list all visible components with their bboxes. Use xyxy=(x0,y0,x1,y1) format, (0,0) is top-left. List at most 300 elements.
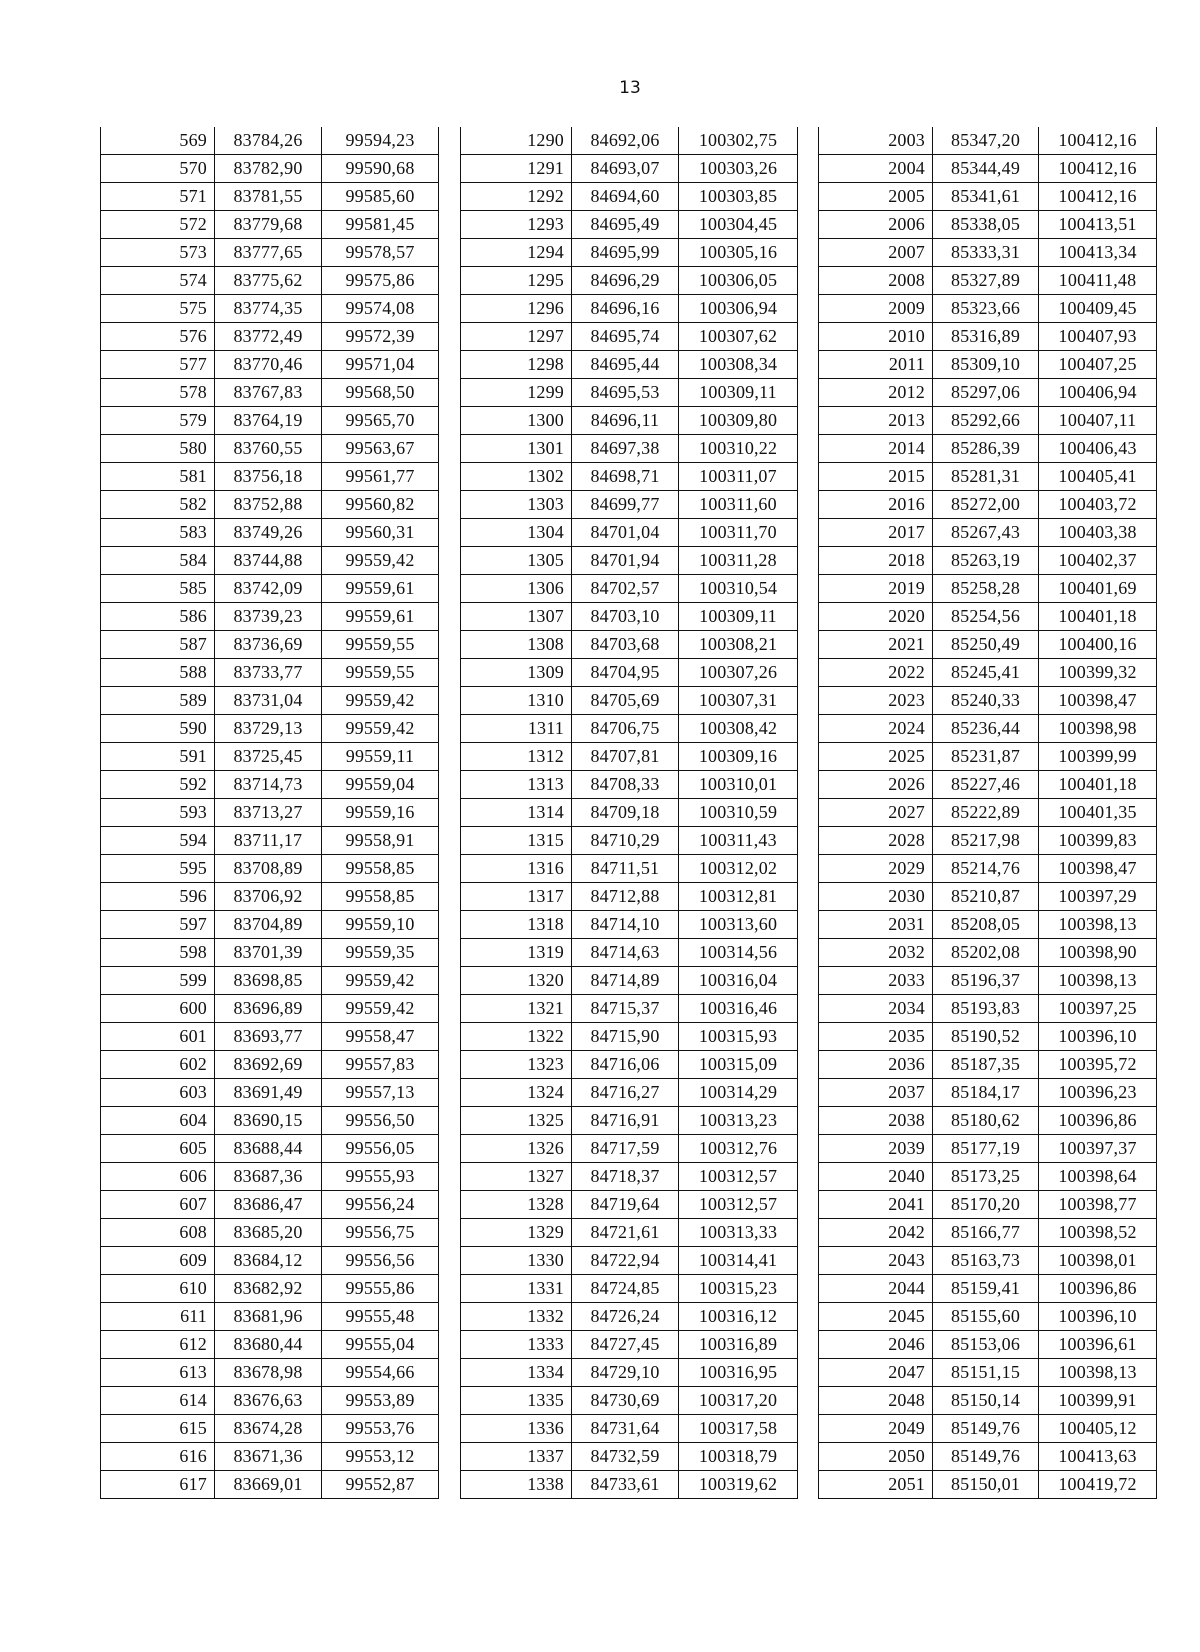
table-row xyxy=(101,463,439,491)
point-number-cell: 1324 xyxy=(461,1079,572,1107)
y-coordinate-cell: 99558,91 xyxy=(322,827,439,855)
y-coordinate-cell: 100319,62 xyxy=(679,1471,798,1499)
x-coordinate-cell: 84705,69 xyxy=(572,687,679,715)
point-number-cell: 586 xyxy=(101,603,215,631)
y-coordinate-cell: 99559,16 xyxy=(322,799,439,827)
table-row xyxy=(101,1023,439,1051)
point-number-cell: 581 xyxy=(101,463,215,491)
y-coordinate-cell: 100310,01 xyxy=(679,771,798,799)
y-coordinate-cell: 99555,93 xyxy=(322,1163,439,1191)
x-coordinate-cell: 85227,46 xyxy=(933,771,1039,799)
y-coordinate-cell: 100412,16 xyxy=(1039,127,1157,155)
x-coordinate-cell: 85214,76 xyxy=(933,855,1039,883)
y-coordinate-cell: 100396,10 xyxy=(1039,1303,1157,1331)
x-coordinate-cell: 83775,62 xyxy=(215,267,322,295)
point-number-cell: 1327 xyxy=(461,1163,572,1191)
x-coordinate-cell: 83764,19 xyxy=(215,407,322,435)
point-number-cell: 1303 xyxy=(461,491,572,519)
point-number-cell: 576 xyxy=(101,323,215,351)
x-coordinate-cell: 83725,45 xyxy=(215,743,322,771)
x-coordinate-cell: 83760,55 xyxy=(215,435,322,463)
x-coordinate-cell: 85344,49 xyxy=(933,155,1039,183)
x-coordinate-cell: 85153,06 xyxy=(933,1331,1039,1359)
table-row xyxy=(101,771,439,799)
point-number-cell: 1312 xyxy=(461,743,572,771)
point-number-cell: 1320 xyxy=(461,967,572,995)
point-number-cell: 1328 xyxy=(461,1191,572,1219)
x-coordinate-cell: 85258,28 xyxy=(933,575,1039,603)
point-number-cell: 613 xyxy=(101,1359,215,1387)
y-coordinate-cell: 100399,83 xyxy=(1039,827,1157,855)
point-number-cell: 1295 xyxy=(461,267,572,295)
y-coordinate-cell: 100308,34 xyxy=(679,351,798,379)
table-row xyxy=(101,351,439,379)
x-coordinate-cell: 84711,51 xyxy=(572,855,679,883)
table-row xyxy=(819,1471,1157,1499)
point-number-cell: 615 xyxy=(101,1415,215,1443)
x-coordinate-cell: 85222,89 xyxy=(933,799,1039,827)
y-coordinate-cell: 100314,29 xyxy=(679,1079,798,1107)
x-coordinate-cell: 85210,87 xyxy=(933,883,1039,911)
table-row xyxy=(819,155,1157,183)
y-coordinate-cell: 99590,68 xyxy=(322,155,439,183)
point-number-cell: 601 xyxy=(101,1023,215,1051)
y-coordinate-cell: 100318,79 xyxy=(679,1443,798,1471)
table-row xyxy=(101,267,439,295)
y-coordinate-cell: 100311,07 xyxy=(679,463,798,491)
point-number-cell: 587 xyxy=(101,631,215,659)
x-coordinate-cell: 83687,36 xyxy=(215,1163,322,1191)
table-row xyxy=(461,491,798,519)
point-number-cell: 1293 xyxy=(461,211,572,239)
x-coordinate-cell: 84714,63 xyxy=(572,939,679,967)
point-number-cell: 1304 xyxy=(461,519,572,547)
y-coordinate-cell: 100399,99 xyxy=(1039,743,1157,771)
x-coordinate-cell: 85163,73 xyxy=(933,1247,1039,1275)
point-number-cell: 1326 xyxy=(461,1135,572,1163)
point-number-cell: 1301 xyxy=(461,435,572,463)
x-coordinate-cell: 83742,09 xyxy=(215,575,322,603)
x-coordinate-cell: 85208,05 xyxy=(933,911,1039,939)
point-number-cell: 608 xyxy=(101,1219,215,1247)
table-row xyxy=(819,1331,1157,1359)
table-row xyxy=(101,1331,439,1359)
point-number-cell: 2033 xyxy=(819,967,933,995)
table-row xyxy=(819,883,1157,911)
y-coordinate-cell: 99559,11 xyxy=(322,743,439,771)
y-coordinate-cell: 100305,16 xyxy=(679,239,798,267)
x-coordinate-cell: 85155,60 xyxy=(933,1303,1039,1331)
table-row xyxy=(461,1359,798,1387)
x-coordinate-cell: 84692,06 xyxy=(572,127,679,155)
point-number-cell: 572 xyxy=(101,211,215,239)
table-row xyxy=(819,463,1157,491)
y-coordinate-cell: 100313,23 xyxy=(679,1107,798,1135)
point-number-cell: 1317 xyxy=(461,883,572,911)
y-coordinate-cell: 100306,05 xyxy=(679,267,798,295)
x-coordinate-cell: 85327,89 xyxy=(933,267,1039,295)
table-row xyxy=(819,1247,1157,1275)
point-number-cell: 2051 xyxy=(819,1471,933,1499)
x-coordinate-cell: 84719,64 xyxy=(572,1191,679,1219)
y-coordinate-cell: 100407,93 xyxy=(1039,323,1157,351)
x-coordinate-cell: 85193,83 xyxy=(933,995,1039,1023)
x-coordinate-cell: 84696,11 xyxy=(572,407,679,435)
table-row xyxy=(819,547,1157,575)
table-row xyxy=(461,1331,798,1359)
point-number-cell: 2045 xyxy=(819,1303,933,1331)
table-row xyxy=(819,995,1157,1023)
y-coordinate-cell: 100311,43 xyxy=(679,827,798,855)
point-number-cell: 1294 xyxy=(461,239,572,267)
table-row xyxy=(819,1359,1157,1387)
point-number-cell: 614 xyxy=(101,1387,215,1415)
y-coordinate-cell: 100400,16 xyxy=(1039,631,1157,659)
coordinates-table-right xyxy=(818,127,1157,1499)
table-row xyxy=(461,267,798,295)
point-number-cell: 1336 xyxy=(461,1415,572,1443)
y-coordinate-cell: 100315,09 xyxy=(679,1051,798,1079)
table-row xyxy=(819,1303,1157,1331)
table-row xyxy=(819,575,1157,603)
table-row xyxy=(101,883,439,911)
x-coordinate-cell: 84709,18 xyxy=(572,799,679,827)
y-coordinate-cell: 99581,45 xyxy=(322,211,439,239)
table-row xyxy=(101,1079,439,1107)
y-coordinate-cell: 100403,72 xyxy=(1039,491,1157,519)
y-coordinate-cell: 100307,26 xyxy=(679,659,798,687)
y-coordinate-cell: 99558,85 xyxy=(322,883,439,911)
x-coordinate-cell: 85177,19 xyxy=(933,1135,1039,1163)
table-row xyxy=(461,547,798,575)
x-coordinate-cell: 83693,77 xyxy=(215,1023,322,1051)
point-number-cell: 2006 xyxy=(819,211,933,239)
y-coordinate-cell: 100407,25 xyxy=(1039,351,1157,379)
table-row xyxy=(101,1247,439,1275)
point-number-cell: 2047 xyxy=(819,1359,933,1387)
y-coordinate-cell: 99559,42 xyxy=(322,687,439,715)
y-coordinate-cell: 100398,98 xyxy=(1039,715,1157,743)
point-number-cell: 1307 xyxy=(461,603,572,631)
x-coordinate-cell: 83731,04 xyxy=(215,687,322,715)
x-coordinate-cell: 85231,87 xyxy=(933,743,1039,771)
point-number-cell: 2041 xyxy=(819,1191,933,1219)
point-number-cell: 1314 xyxy=(461,799,572,827)
y-coordinate-cell: 100412,16 xyxy=(1039,155,1157,183)
x-coordinate-cell: 85151,15 xyxy=(933,1359,1039,1387)
x-coordinate-cell: 84695,99 xyxy=(572,239,679,267)
x-coordinate-cell: 83685,20 xyxy=(215,1219,322,1247)
x-coordinate-cell: 84726,24 xyxy=(572,1303,679,1331)
y-coordinate-cell: 99565,70 xyxy=(322,407,439,435)
y-coordinate-cell: 100310,22 xyxy=(679,435,798,463)
point-number-cell: 2024 xyxy=(819,715,933,743)
table-row xyxy=(461,883,798,911)
point-number-cell: 2037 xyxy=(819,1079,933,1107)
table-row xyxy=(101,715,439,743)
point-number-cell: 1330 xyxy=(461,1247,572,1275)
point-number-cell: 1325 xyxy=(461,1107,572,1135)
y-coordinate-cell: 99560,31 xyxy=(322,519,439,547)
point-number-cell: 2050 xyxy=(819,1443,933,1471)
y-coordinate-cell: 100397,25 xyxy=(1039,995,1157,1023)
point-number-cell: 600 xyxy=(101,995,215,1023)
point-number-cell: 2014 xyxy=(819,435,933,463)
table-row xyxy=(819,1387,1157,1415)
table-row xyxy=(819,239,1157,267)
point-number-cell: 2017 xyxy=(819,519,933,547)
y-coordinate-cell: 100314,56 xyxy=(679,939,798,967)
y-coordinate-cell: 100413,51 xyxy=(1039,211,1157,239)
point-number-cell: 2015 xyxy=(819,463,933,491)
table-row xyxy=(819,631,1157,659)
y-coordinate-cell: 99557,13 xyxy=(322,1079,439,1107)
y-coordinate-cell: 100304,45 xyxy=(679,211,798,239)
table-row xyxy=(819,407,1157,435)
table-row xyxy=(461,995,798,1023)
x-coordinate-cell: 85286,39 xyxy=(933,435,1039,463)
table-row xyxy=(101,491,439,519)
point-number-cell: 2025 xyxy=(819,743,933,771)
table-row xyxy=(819,855,1157,883)
point-number-cell: 1305 xyxy=(461,547,572,575)
point-number-cell: 2040 xyxy=(819,1163,933,1191)
x-coordinate-cell: 84703,68 xyxy=(572,631,679,659)
point-number-cell: 2046 xyxy=(819,1331,933,1359)
x-coordinate-cell: 85292,66 xyxy=(933,407,1039,435)
table-row xyxy=(461,939,798,967)
point-number-cell: 1300 xyxy=(461,407,572,435)
point-number-cell: 2021 xyxy=(819,631,933,659)
x-coordinate-cell: 84716,27 xyxy=(572,1079,679,1107)
y-coordinate-cell: 100302,75 xyxy=(679,127,798,155)
x-coordinate-cell: 85267,43 xyxy=(933,519,1039,547)
y-coordinate-cell: 100398,90 xyxy=(1039,939,1157,967)
point-number-cell: 2010 xyxy=(819,323,933,351)
point-number-cell: 594 xyxy=(101,827,215,855)
point-number-cell: 2013 xyxy=(819,407,933,435)
table-row xyxy=(461,379,798,407)
point-number-cell: 609 xyxy=(101,1247,215,1275)
table-row xyxy=(101,687,439,715)
table-row xyxy=(101,407,439,435)
point-number-cell: 2011 xyxy=(819,351,933,379)
y-coordinate-cell: 100413,34 xyxy=(1039,239,1157,267)
y-coordinate-cell: 100309,16 xyxy=(679,743,798,771)
x-coordinate-cell: 84712,88 xyxy=(572,883,679,911)
x-coordinate-cell: 85272,00 xyxy=(933,491,1039,519)
x-coordinate-cell: 83782,90 xyxy=(215,155,322,183)
y-coordinate-cell: 100397,37 xyxy=(1039,1135,1157,1163)
table-row xyxy=(101,911,439,939)
y-coordinate-cell: 100401,18 xyxy=(1039,771,1157,799)
point-number-cell: 1319 xyxy=(461,939,572,967)
point-number-cell: 1298 xyxy=(461,351,572,379)
point-number-cell: 1302 xyxy=(461,463,572,491)
x-coordinate-cell: 85166,77 xyxy=(933,1219,1039,1247)
point-number-cell: 598 xyxy=(101,939,215,967)
x-coordinate-cell: 85250,49 xyxy=(933,631,1039,659)
x-coordinate-cell: 85263,19 xyxy=(933,547,1039,575)
table-row xyxy=(461,323,798,351)
x-coordinate-cell: 84697,38 xyxy=(572,435,679,463)
x-coordinate-cell: 85347,20 xyxy=(933,127,1039,155)
point-number-cell: 2038 xyxy=(819,1107,933,1135)
table-row xyxy=(819,659,1157,687)
y-coordinate-cell: 99555,48 xyxy=(322,1303,439,1331)
x-coordinate-cell: 83678,98 xyxy=(215,1359,322,1387)
point-number-cell: 1334 xyxy=(461,1359,572,1387)
point-number-cell: 1292 xyxy=(461,183,572,211)
point-number-cell: 1315 xyxy=(461,827,572,855)
y-coordinate-cell: 100311,60 xyxy=(679,491,798,519)
y-coordinate-cell: 100308,21 xyxy=(679,631,798,659)
table-row xyxy=(819,939,1157,967)
point-number-cell: 610 xyxy=(101,1275,215,1303)
point-number-cell: 2034 xyxy=(819,995,933,1023)
table-row xyxy=(101,799,439,827)
x-coordinate-cell: 85196,37 xyxy=(933,967,1039,995)
table-row xyxy=(461,519,798,547)
y-coordinate-cell: 100311,70 xyxy=(679,519,798,547)
y-coordinate-cell: 99555,86 xyxy=(322,1275,439,1303)
y-coordinate-cell: 99558,47 xyxy=(322,1023,439,1051)
y-coordinate-cell: 99558,85 xyxy=(322,855,439,883)
x-coordinate-cell: 85170,20 xyxy=(933,1191,1039,1219)
point-number-cell: 592 xyxy=(101,771,215,799)
y-coordinate-cell: 99571,04 xyxy=(322,351,439,379)
table-row xyxy=(101,939,439,967)
table-row xyxy=(101,659,439,687)
table-row xyxy=(461,1107,798,1135)
table-row xyxy=(461,1471,798,1499)
table-row xyxy=(101,323,439,351)
point-number-cell: 2026 xyxy=(819,771,933,799)
point-number-cell: 611 xyxy=(101,1303,215,1331)
y-coordinate-cell: 100398,13 xyxy=(1039,967,1157,995)
table-row xyxy=(461,155,798,183)
table-row xyxy=(461,127,798,155)
table-row xyxy=(461,1051,798,1079)
point-number-cell: 1323 xyxy=(461,1051,572,1079)
table-row xyxy=(101,211,439,239)
x-coordinate-cell: 85281,31 xyxy=(933,463,1039,491)
x-coordinate-cell: 83680,44 xyxy=(215,1331,322,1359)
table-row xyxy=(819,295,1157,323)
y-coordinate-cell: 100316,89 xyxy=(679,1331,798,1359)
point-number-cell: 573 xyxy=(101,239,215,267)
y-coordinate-cell: 100316,12 xyxy=(679,1303,798,1331)
x-coordinate-cell: 85149,76 xyxy=(933,1415,1039,1443)
table-row xyxy=(819,127,1157,155)
table-row xyxy=(101,1471,439,1499)
table-row xyxy=(819,1023,1157,1051)
point-number-cell: 1316 xyxy=(461,855,572,883)
x-coordinate-cell: 85333,31 xyxy=(933,239,1039,267)
x-coordinate-cell: 84716,06 xyxy=(572,1051,679,1079)
y-coordinate-cell: 100312,76 xyxy=(679,1135,798,1163)
table-row xyxy=(101,1303,439,1331)
y-coordinate-cell: 99559,61 xyxy=(322,575,439,603)
y-coordinate-cell: 100310,54 xyxy=(679,575,798,603)
y-coordinate-cell: 100407,11 xyxy=(1039,407,1157,435)
x-coordinate-cell: 85150,14 xyxy=(933,1387,1039,1415)
point-number-cell: 2028 xyxy=(819,827,933,855)
y-coordinate-cell: 100398,13 xyxy=(1039,1359,1157,1387)
x-coordinate-cell: 85245,41 xyxy=(933,659,1039,687)
y-coordinate-cell: 100399,91 xyxy=(1039,1387,1157,1415)
point-number-cell: 1296 xyxy=(461,295,572,323)
table-row xyxy=(461,855,798,883)
x-coordinate-cell: 83684,12 xyxy=(215,1247,322,1275)
table-row xyxy=(819,1051,1157,1079)
x-coordinate-cell: 84701,94 xyxy=(572,547,679,575)
table-row xyxy=(101,603,439,631)
y-coordinate-cell: 99559,55 xyxy=(322,631,439,659)
table-row xyxy=(101,743,439,771)
x-coordinate-cell: 85240,33 xyxy=(933,687,1039,715)
table-row xyxy=(461,1163,798,1191)
y-coordinate-cell: 99559,10 xyxy=(322,911,439,939)
y-coordinate-cell: 99559,42 xyxy=(322,715,439,743)
y-coordinate-cell: 99585,60 xyxy=(322,183,439,211)
x-coordinate-cell: 84714,89 xyxy=(572,967,679,995)
point-number-cell: 579 xyxy=(101,407,215,435)
table-row xyxy=(819,211,1157,239)
y-coordinate-cell: 100306,94 xyxy=(679,295,798,323)
table-row xyxy=(461,295,798,323)
y-coordinate-cell: 99556,24 xyxy=(322,1191,439,1219)
y-coordinate-cell: 99594,23 xyxy=(322,127,439,155)
y-coordinate-cell: 99575,86 xyxy=(322,267,439,295)
y-coordinate-cell: 99574,08 xyxy=(322,295,439,323)
point-number-cell: 612 xyxy=(101,1331,215,1359)
x-coordinate-cell: 83690,15 xyxy=(215,1107,322,1135)
table-row xyxy=(101,855,439,883)
point-number-cell: 2023 xyxy=(819,687,933,715)
point-number-cell: 571 xyxy=(101,183,215,211)
point-number-cell: 603 xyxy=(101,1079,215,1107)
y-coordinate-cell: 99578,57 xyxy=(322,239,439,267)
table-row xyxy=(101,1219,439,1247)
y-coordinate-cell: 100401,18 xyxy=(1039,603,1157,631)
y-coordinate-cell: 100396,23 xyxy=(1039,1079,1157,1107)
table-row xyxy=(461,631,798,659)
x-coordinate-cell: 85180,62 xyxy=(933,1107,1039,1135)
x-coordinate-cell: 84724,85 xyxy=(572,1275,679,1303)
table-row xyxy=(461,1023,798,1051)
table-row xyxy=(461,407,798,435)
point-number-cell: 2030 xyxy=(819,883,933,911)
table-row xyxy=(461,771,798,799)
table-row xyxy=(101,631,439,659)
table-row xyxy=(819,1275,1157,1303)
x-coordinate-cell: 84696,29 xyxy=(572,267,679,295)
x-coordinate-cell: 83696,89 xyxy=(215,995,322,1023)
x-coordinate-cell: 84698,71 xyxy=(572,463,679,491)
point-number-cell: 1329 xyxy=(461,1219,572,1247)
y-coordinate-cell: 99559,35 xyxy=(322,939,439,967)
point-number-cell: 2018 xyxy=(819,547,933,575)
x-coordinate-cell: 83708,89 xyxy=(215,855,322,883)
y-coordinate-cell: 100399,32 xyxy=(1039,659,1157,687)
x-coordinate-cell: 83779,68 xyxy=(215,211,322,239)
x-coordinate-cell: 84722,94 xyxy=(572,1247,679,1275)
table-row xyxy=(461,463,798,491)
table-row xyxy=(461,799,798,827)
point-number-cell: 1331 xyxy=(461,1275,572,1303)
table-row xyxy=(819,267,1157,295)
